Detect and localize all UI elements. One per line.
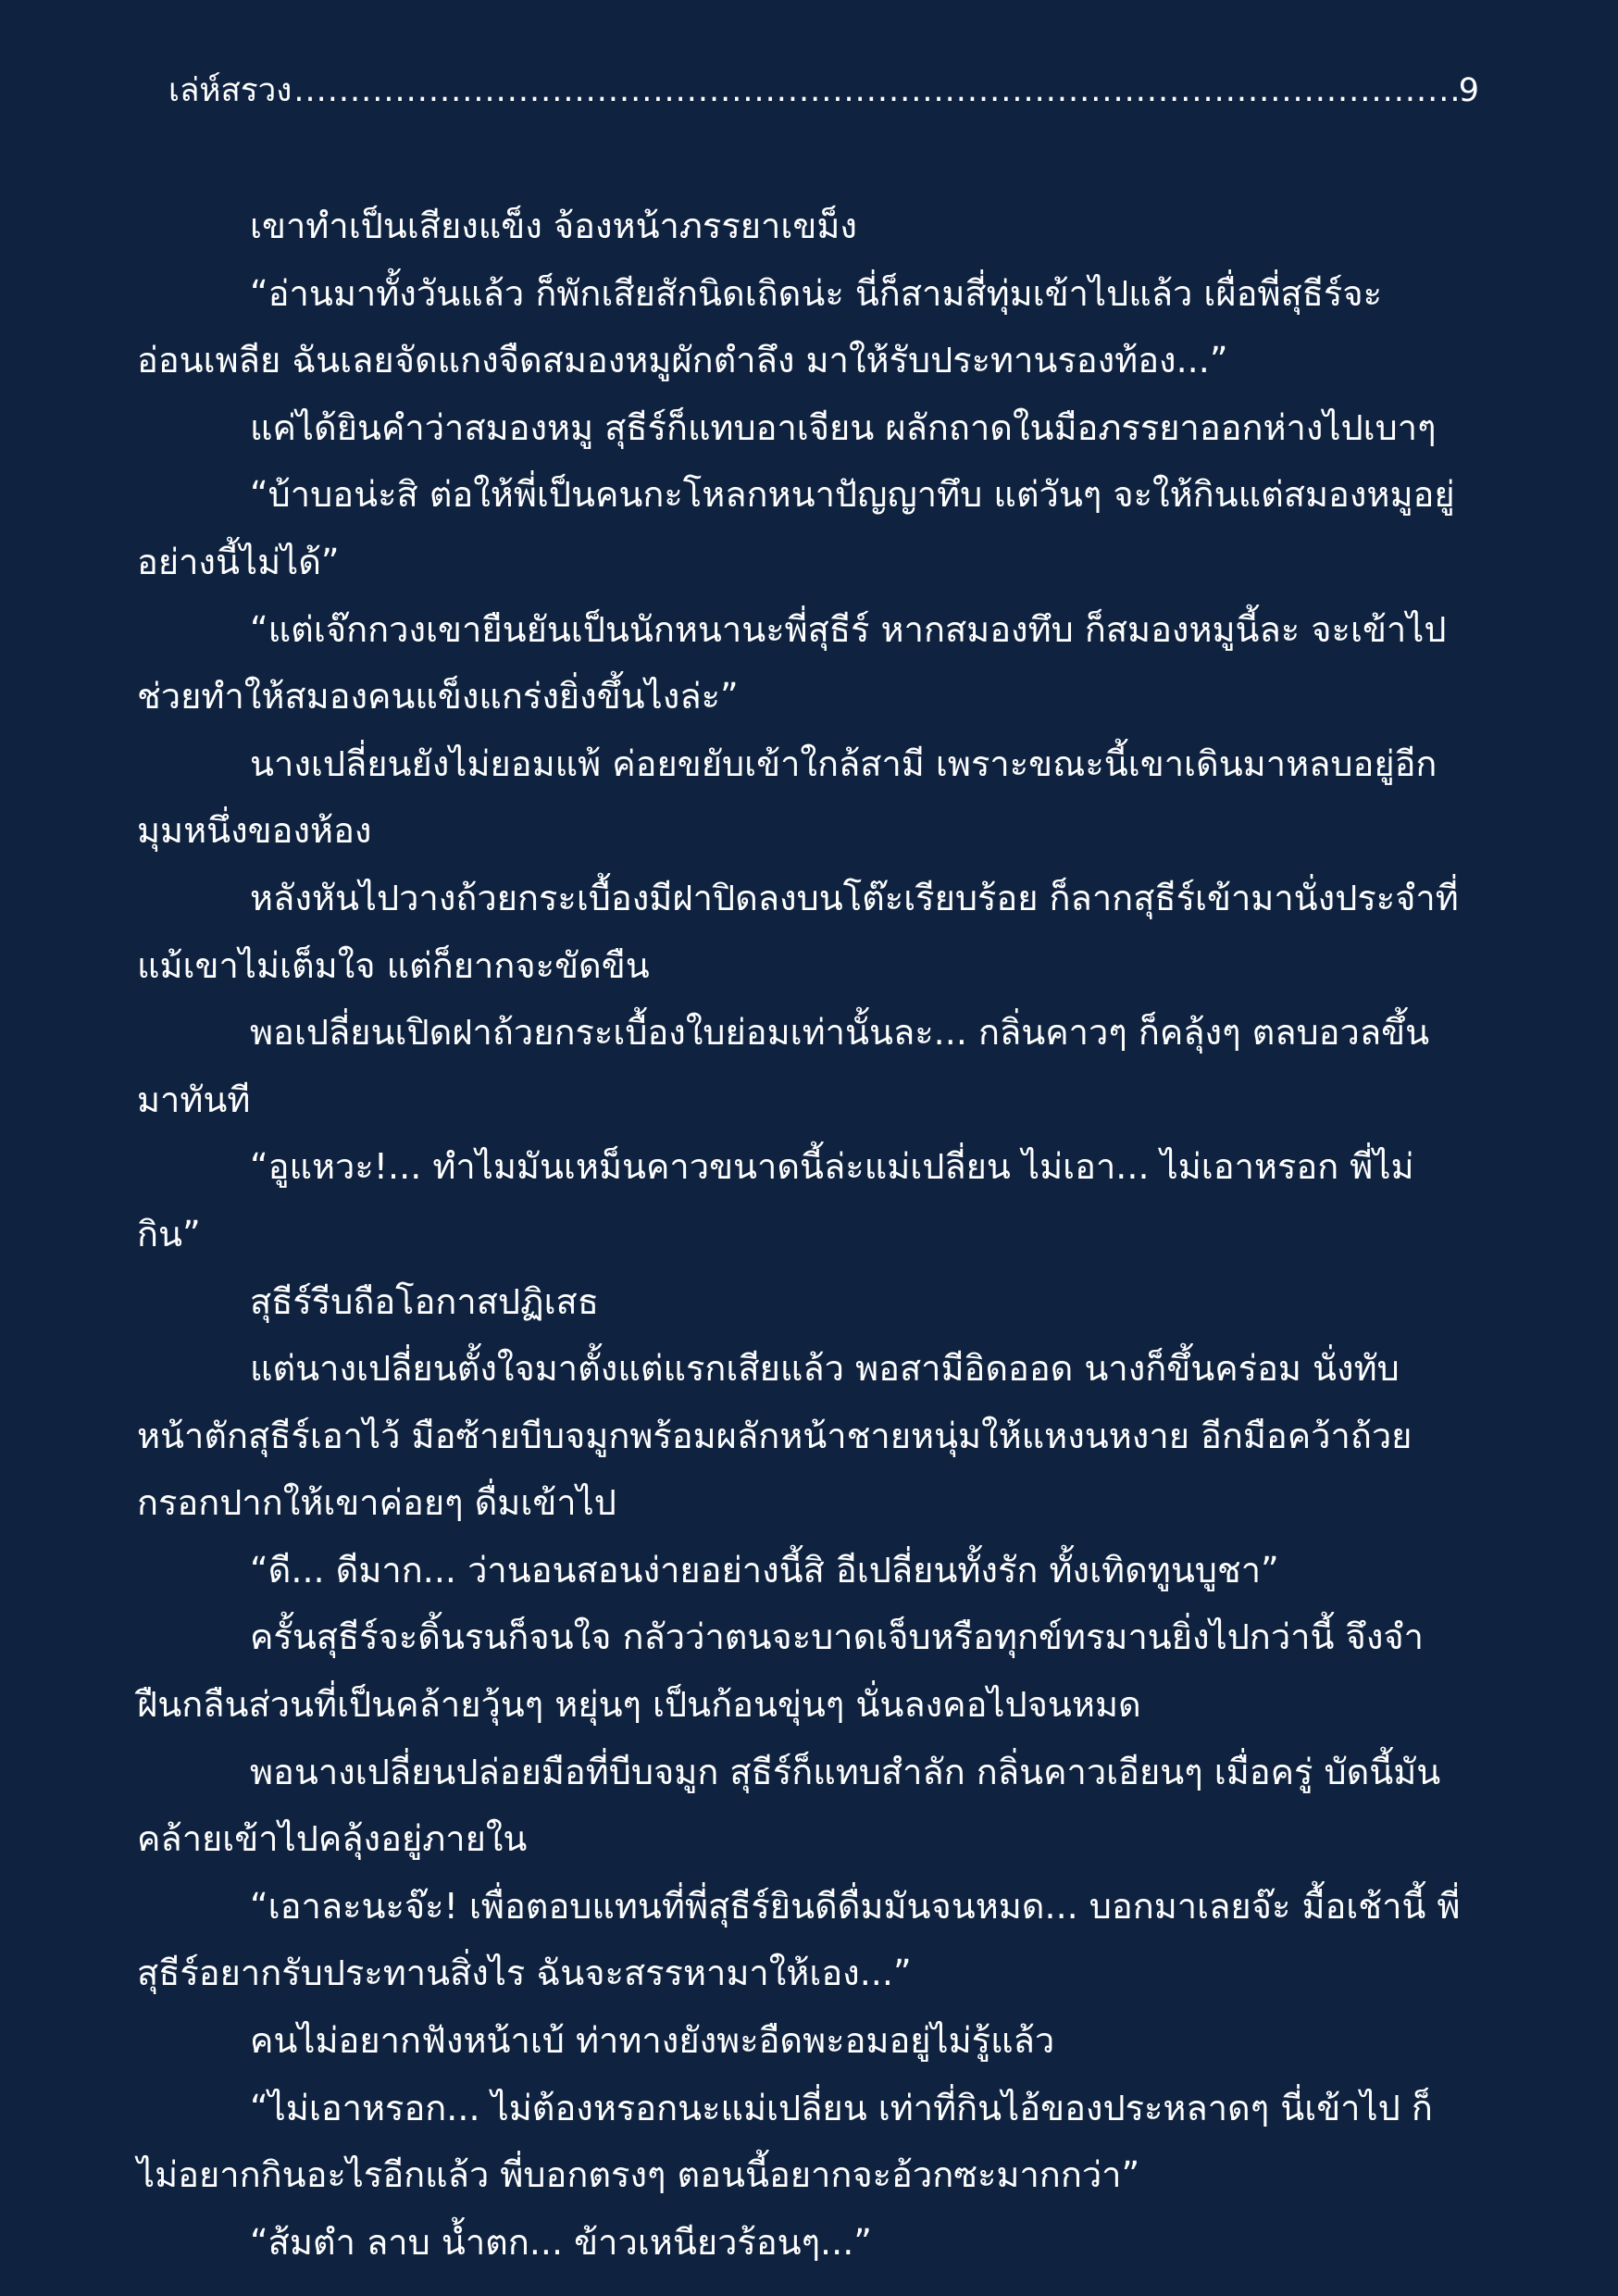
page-number: 9 bbox=[1458, 72, 1479, 109]
paragraph: “ไม่เอาหรอก... ไม่ต้องหรอกนะแม่เปลี่ยน เท่าที่กินไอ้ของประหลาดๆ นี่เข้าไป ก็ไม่อยากกินอะไรอีกแล้ว พี่บอกตรงๆ ตอนนี้อยากจะอ้วกซะมากกว่า” bbox=[137, 2087, 1433, 2196]
paragraph: “อูแหวะ!... ทำไมมันเหม็นคาวขนาดนี้ล่ะแม่เปลี่ยน ไม่เอา... ไม่เอาหรอก พี่ไม่กิน” bbox=[137, 1146, 1414, 1254]
paragraph: แต่นางเปลี่ยนตั้งใจมาตั้งแต่แรกเสียแล้ว พอสามีอิดออด นางก็ขึ้นคร่อม นั่งทับหน้าตักสุธีร์เอาไว้ มือซ้ายบีบจมูกพร้อมผลักหน้าชายหนุ่มให้แหงนหงาย อีกมือคว้าถ้วย กรอกปากให้เขาค่อยๆ ดื่มเข้าไป bbox=[137, 1348, 1413, 1524]
body-text bbox=[137, 193, 1465, 2276]
paragraph: สุธีร์รีบถือโอกาสปฏิเสธ bbox=[250, 1280, 599, 1322]
paragraph: พอเปลี่ยนเปิดฝาถ้วยกระเบื้องใบย่อมเท่านั้นละ... กลิ่นคาวๆ ก็คลุ้งๆ ตลบอวลขึ้นมาทันที bbox=[137, 1012, 1430, 1120]
paragraph: แค่ได้ยินคำว่าสมองหมู สุธีร์ก็แทบอาเจียน ผลักถาดในมือภรรยาออกห่างไปเบาๆ bbox=[250, 406, 1437, 448]
paragraph: “อ่านมาทั้งวันแล้ว ก็พักเสียสักนิดเถิดน่ะ นี่ก็สามสี่ทุ่มเข้าไปแล้ว เผื่อพี่สุธีร์จะอ่อนเพลีย ฉันเลยจัดแกงจืดสมองหมูผักตำลึง มาให้รับประทานรองท้อง...” bbox=[137, 272, 1383, 381]
paragraph: “ดี... ดีมาก... ว่านอนสอนง่ายอย่างนี้สิ อีเปลี่ยนทั้งรัก ทั้งเทิดทูนบูชา” bbox=[250, 1549, 1279, 1591]
paragraph: หลังหันไปวางถ้วยกระเบื้องมีฝาปิดลงบนโต๊ะเรียบร้อย ก็ลากสุธีร์เข้ามานั่งประจำที่ แม้เขาไม่เต็มใจ แต่ก็ยากจะขัดขืน bbox=[137, 877, 1459, 986]
paragraph: “เอาละนะจ๊ะ! เพื่อตอบแทนที่พี่สุธีร์ยินดีดื่มมันจนหมด... บอกมาเลยจ๊ะ มื้อเช้านี้ พี่สุธีร์อยากรับประทานสิ่งไร ฉันจะสรรหามาให้เอง...” bbox=[137, 1885, 1461, 1994]
running-title: เล่ห์สรวง bbox=[168, 72, 292, 109]
running-header bbox=[168, 65, 1479, 117]
paragraph: “ส้มตำ ลาบ น้ำตก... ข้าวเหนียวร้อนๆ...” bbox=[250, 2221, 872, 2263]
dot-leader bbox=[293, 65, 1456, 117]
paragraph: คนไม่อยากฟังหน้าเบ้ ท่าทางยังพะอืดพะอมอยู่ไม่รู้แล้ว bbox=[250, 2020, 1055, 2062]
paragraph: “บ้าบอน่ะสิ ต่อให้พี่เป็นคนกะโหลกหนาปัญญาทึบ แต่วันๆ จะให้กินแต่สมองหมูอยู่อย่างนี้ไม่ได้” bbox=[137, 474, 1455, 582]
paragraph: พอนางเปลี่ยนปล่อยมือที่บีบจมูก สุธีร์ก็แทบสำลัก กลิ่นคาวเอียนๆ เมื่อครู่ บัดนี้มันคล้ายเข้าไปคลุ้งอยู่ภายใน bbox=[137, 1751, 1441, 1860]
paragraph: “แต่เจ๊กกวงเขายืนยันเป็นนักหนานะพี่สุธีร์ หากสมองทึบ ก็สมองหมูนี้ละ จะเข้าไปช่วยทำให้สมองคนแข็งแกร่งยิ่งขึ้นไงล่ะ” bbox=[137, 608, 1447, 718]
paragraph: ครั้นสุธีร์จะดิ้นรนก็จนใจ กลัวว่าตนจะบาดเจ็บหรือทุกข์ทรมานยิ่งไปกว่านี้ จึงจำฝืนกลืนส่วนที่เป็นคล้ายวุ้นๆ หยุ่นๆ เป็นก้อนขุ่นๆ นั่นลงคอไปจนหมด bbox=[137, 1616, 1424, 1726]
paragraph: เขาทำเป็นเสียงแข็ง จ้องหน้าภรรยาเขม็ง bbox=[250, 206, 857, 246]
paragraph: นางเปลี่ยนยังไม่ยอมแพ้ ค่อยขยับเข้าใกล้สามี เพราะขณะนี้เขาเดินมาหลบอยู่อีกมุมหนึ่งของห้อง bbox=[137, 742, 1438, 852]
